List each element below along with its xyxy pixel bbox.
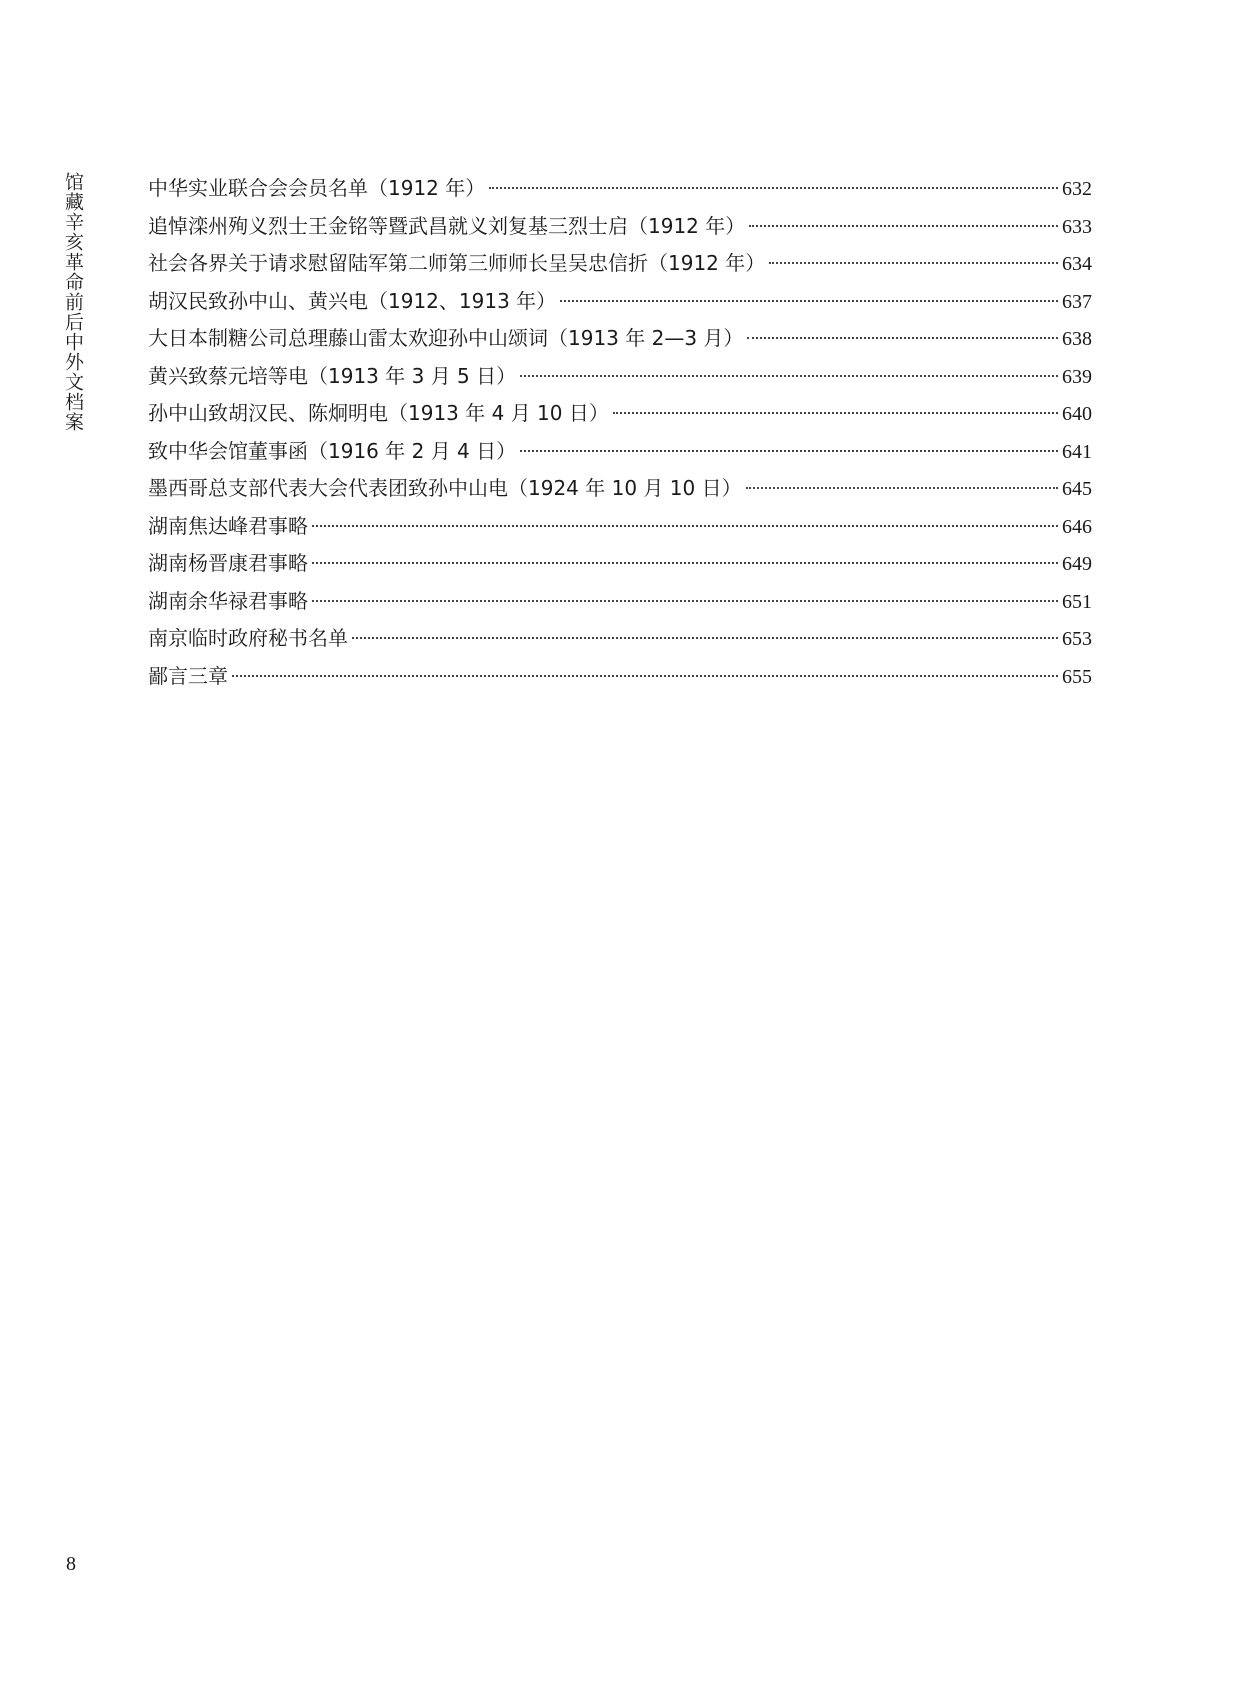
toc-entry-page: 640 [1062,403,1092,425]
toc-entry[interactable] [148,320,1092,358]
toc-entry[interactable] [148,245,1092,283]
toc-entry-page: 655 [1062,665,1092,688]
toc-entry[interactable] [148,545,1092,583]
dot-leader [312,525,1058,527]
toc-entry-title: 南京临时政府秘书名单 [148,626,348,650]
dot-leader [747,337,1058,339]
toc-entry-page: 653 [1062,628,1092,650]
toc-entry-title: 致中华会馆董事函（1916 年 2 月 4 日） [148,438,517,463]
dot-leader [520,450,1058,452]
toc-entry[interactable] [148,620,1092,658]
toc-entry-title: 社会各界关于请求慰留陆军第二师第三师师长呈吴忠信折（1912 年） [148,251,766,275]
toc-entry[interactable] [148,395,1092,433]
toc-entry-title: 鄙言三章 [148,663,228,688]
toc-entry-title: 大日本制糖公司总理藤山雷太欢迎孙中山颂词（1913 年 2—3 月） [148,326,744,350]
toc-entry[interactable] [148,283,1092,321]
dot-leader [746,487,1058,489]
toc-entry[interactable] [148,208,1092,246]
toc-entry-title: 孙中山致胡汉民、陈炯明电（1913 年 4 月 10 日） [148,401,609,425]
toc-entry[interactable] [148,508,1092,546]
dot-leader [769,262,1058,264]
toc-entry-page: 632 [1062,178,1092,200]
toc-entry-page: 634 [1062,253,1092,275]
toc-entry-title: 湖南余华禄君事略 [148,588,308,613]
toc-entry-title: 墨西哥总支部代表大会代表团致孙中山电（1924 年 10 月 10 日） [148,476,742,500]
dot-leader [520,375,1058,377]
toc-entry[interactable] [148,170,1092,208]
toc-entry[interactable] [148,358,1092,396]
dot-leader [489,187,1058,189]
toc-entry[interactable] [148,583,1092,621]
toc-entry-page: 646 [1062,515,1092,538]
dot-leader [312,562,1058,564]
toc-entry-page: 637 [1062,290,1092,313]
toc-entry[interactable] [148,433,1092,471]
dot-leader [232,675,1058,677]
dot-leader [312,600,1058,602]
toc-entry-page: 639 [1062,365,1092,388]
toc-entry-title: 追悼滦州殉义烈士王金铭等暨武昌就义刘复基三烈士启（1912 年） [148,213,746,238]
toc-entry-title: 湖南杨晋康君事略 [148,551,308,575]
toc-entry[interactable] [148,470,1092,508]
table-of-contents [148,170,1092,695]
toc-entry-title: 湖南焦达峰君事略 [148,513,308,538]
toc-entry-page: 649 [1062,553,1092,575]
toc-entry-page: 651 [1062,590,1092,613]
toc-entry-page: 638 [1062,328,1092,350]
dot-leader [560,300,1058,302]
dot-leader [613,412,1058,414]
toc-entry-page: 633 [1062,215,1092,238]
dot-leader [352,637,1058,639]
toc-entry-page: 645 [1062,478,1092,500]
toc-entry-title: 黄兴致蔡元培等电（1913 年 3 月 5 日） [148,363,517,388]
page-number: 8 [66,1553,76,1575]
book-title-vertical: 馆藏辛亥革命前后中外文档案 [62,172,84,432]
toc-entry-title: 中华实业联合会会员名单（1912 年） [148,176,486,200]
toc-entry-page: 641 [1062,440,1092,463]
toc-entry-title: 胡汉民致孙中山、黄兴电（1912、1913 年） [148,288,557,313]
toc-entry[interactable] [148,658,1092,696]
dot-leader [749,225,1058,227]
